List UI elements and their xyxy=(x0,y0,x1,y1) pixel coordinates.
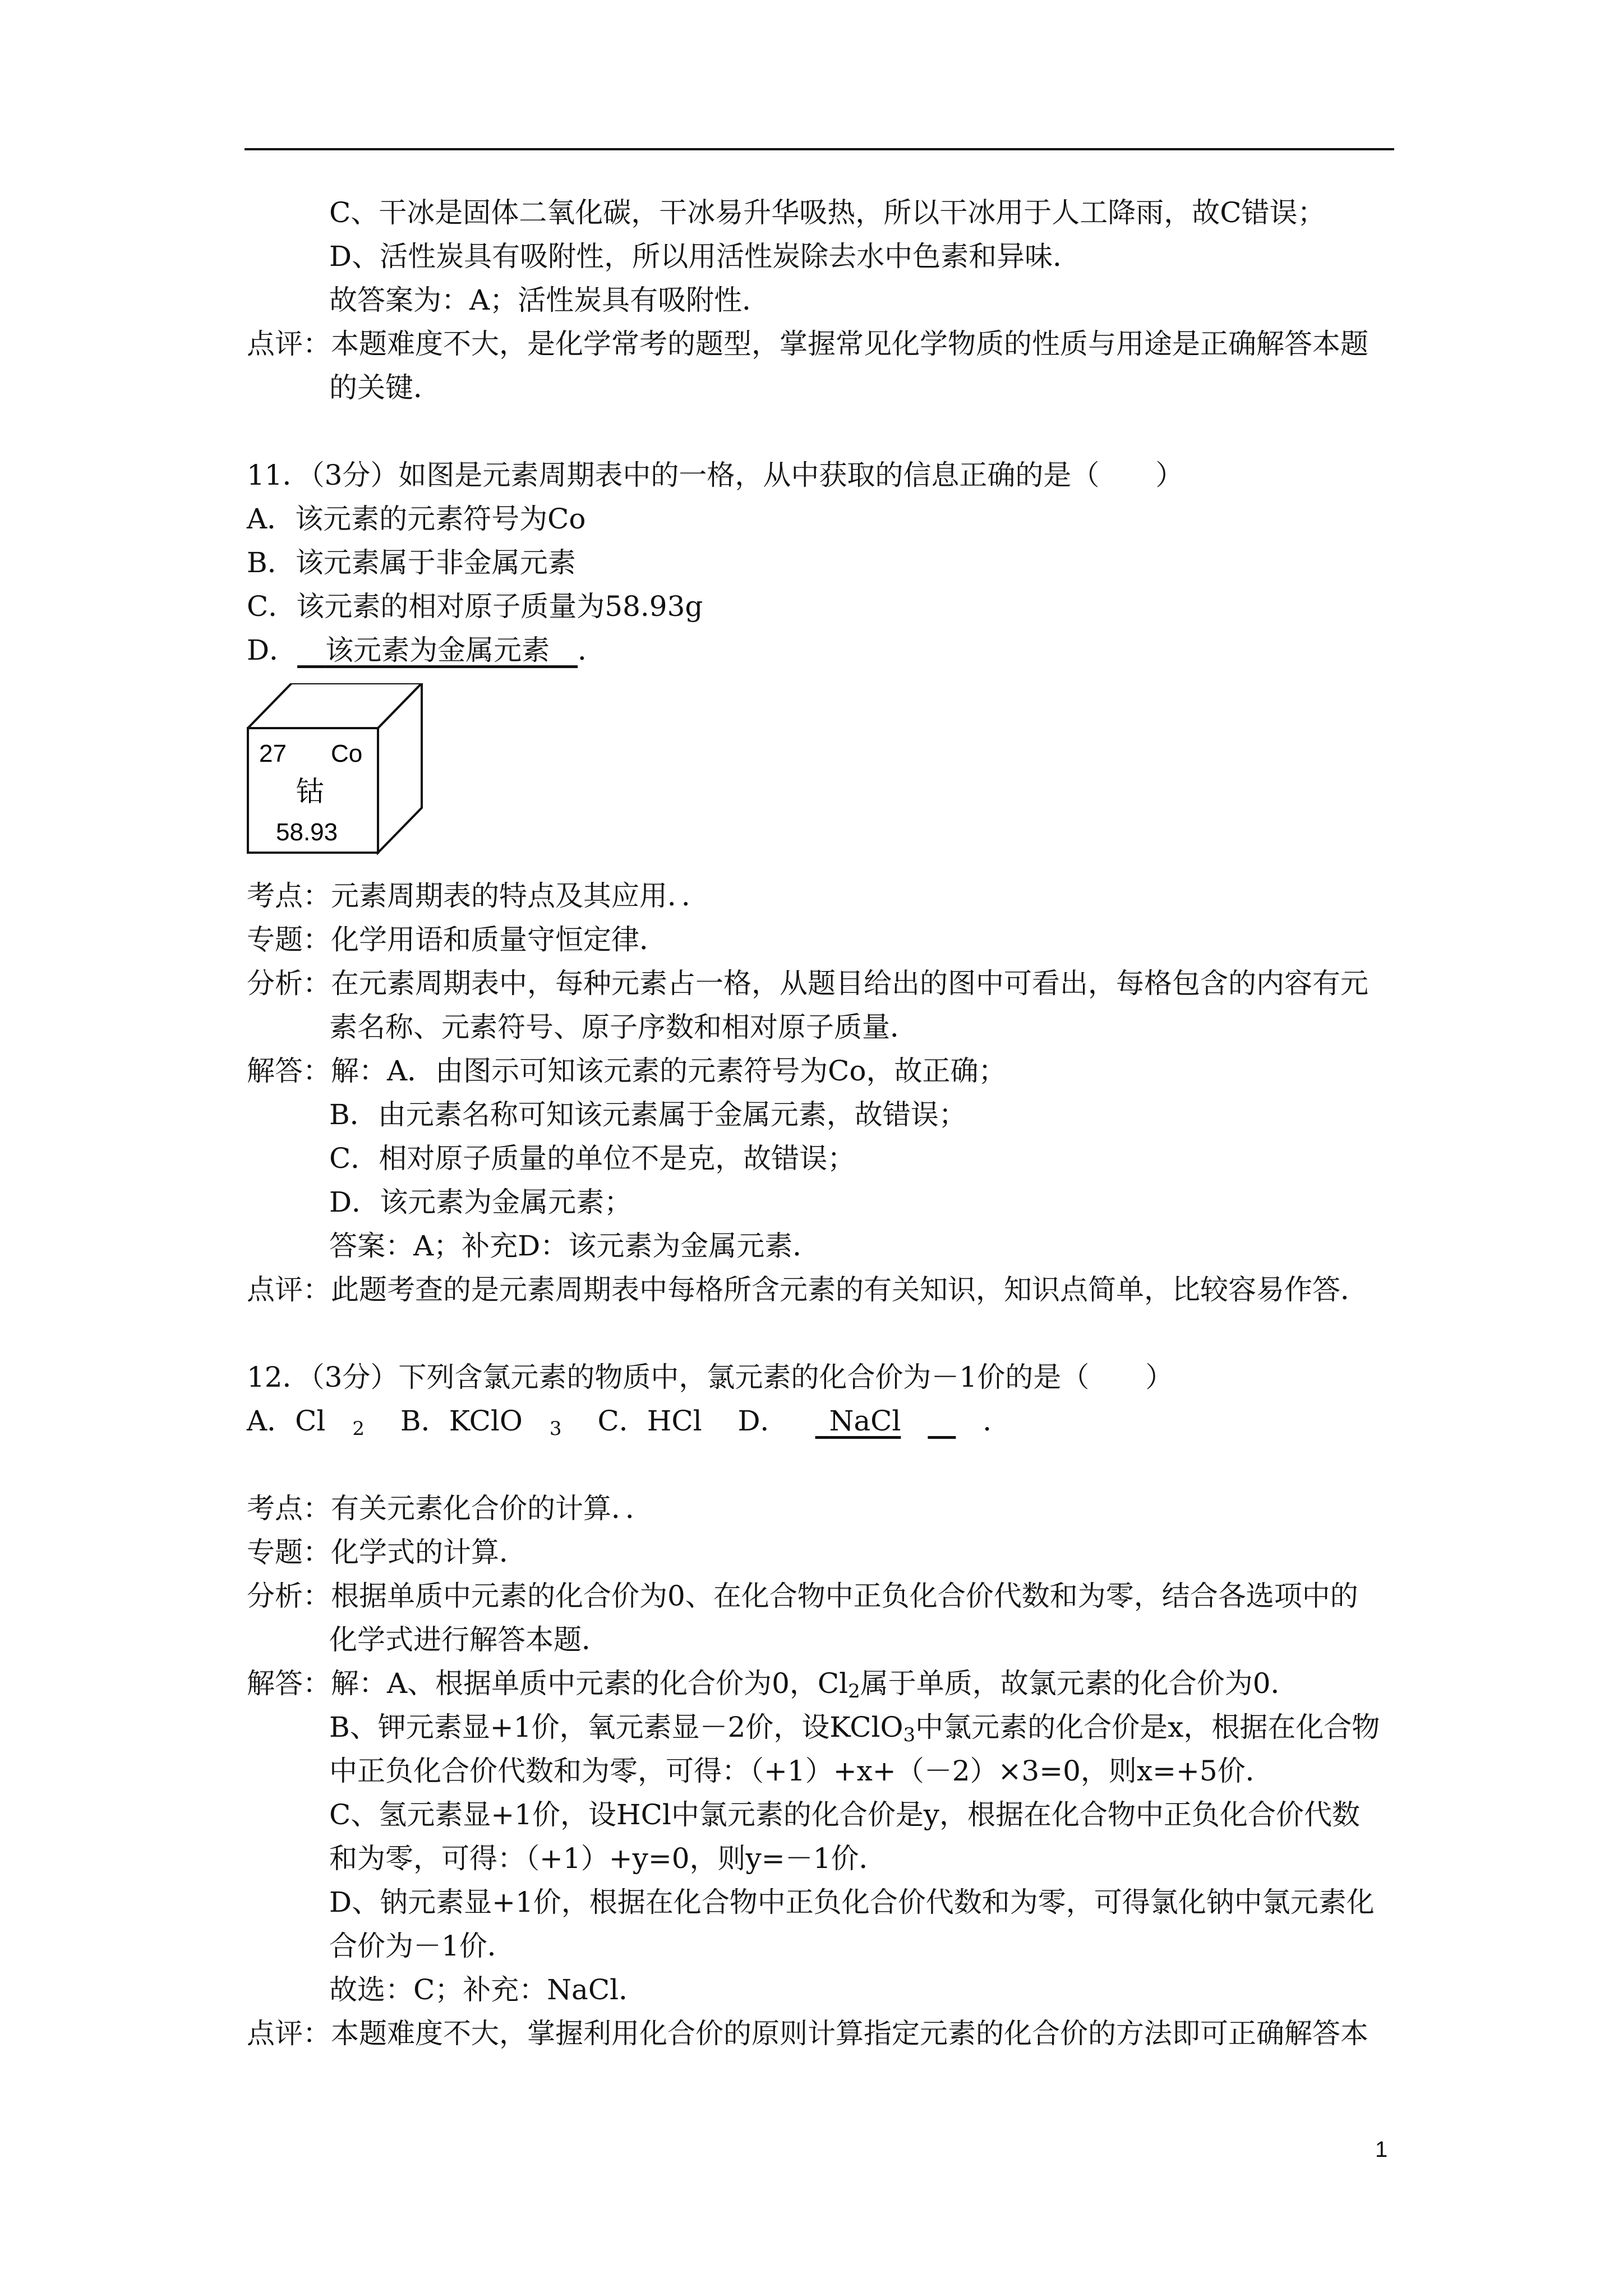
q11-fenxi: 分析：在元素周期表中，每种元素占一格，从题目给出的图中可看出，每格包含的内容有元 xyxy=(247,967,1368,1000)
q11-jieda: 解答：解：A．由图示可知该元素的元素符号为Co，故正确； xyxy=(247,1055,1007,1087)
q11-option-b: B．该元素属于非金属元素 xyxy=(247,546,576,579)
prev-comment: 点评：本题难度不大，是化学常考的题型，掌握常见化学物质的性质与用途是正确解答本题 xyxy=(247,328,1368,360)
q12-jieda-b-cont: 中正负化合价代数和为零，可得：（+1）+x+（－2）×3=0，则x=+5价． xyxy=(329,1755,1274,1787)
prev-option-c: C、干冰是固体二氧化碳，干冰易升华吸热，所以干冰用于人工降雨，故C错误； xyxy=(329,196,1326,229)
document-body xyxy=(247,191,1402,2055)
q11-dianping: 点评：此题考查的是元素周期表中每格所含元素的有关知识，知识点简单，比较容易作答． xyxy=(247,1273,1368,1306)
atomic-number: 27 xyxy=(259,740,287,767)
atomic-mass: 58.93 xyxy=(276,818,338,846)
q12-option-c: C．HCl xyxy=(597,1405,702,1437)
q11-jieda-d: D．该元素为金属元素； xyxy=(329,1186,633,1218)
q12-jieda-answer: 故选：C；补充：NaCl． xyxy=(329,1973,647,2006)
q12-fenxi: 分析：根据单质中元素的化合价为0、在化合物中正负化合价代数和为零，结合各选项中的 xyxy=(247,1580,1358,1612)
q12-jieda-c-cont: 和为零，可得：（+1）+y=0，则y=－1价． xyxy=(329,1842,887,1875)
element-cell-figure xyxy=(247,672,1402,874)
q12-jieda-d-cont: 合价为－1价． xyxy=(329,1930,515,1962)
header-rule xyxy=(245,148,1394,150)
q11-zhuanti: 专题：化学用语和质量守恒定律． xyxy=(247,923,667,956)
q11-blank-answer: 该元素为金属元素 xyxy=(325,634,550,666)
q11-option-d: D． 该元素为金属元素 ． xyxy=(247,634,606,666)
q12-option-a: A．Cl $_2$ xyxy=(247,1405,365,1440)
q11-kaodian: 考点：元素周期表的特点及其应用．． xyxy=(247,880,709,912)
q12-zhuanti: 专题：化学式的计算． xyxy=(247,1536,527,1568)
page-number: 1 xyxy=(1375,2137,1388,2162)
q11-stem: 11．（3分）如图是元素周期表中的一格，从中获取的信息正确的是（ ） xyxy=(247,459,1184,491)
q12-options xyxy=(247,1399,1402,1443)
q12-jieda-a: 解答：解：A、根据单质中元素的化合价为0，$Cl_2$属于单质，故氯元素的化合价为0． xyxy=(247,1667,1299,1703)
element-symbol: Co xyxy=(331,740,363,767)
q11-option-c: C．该元素的相对原子质量为58.93g xyxy=(247,590,703,623)
q11-jieda-c: C．相对原子质量的单位不是克，故错误； xyxy=(329,1142,856,1175)
q11-jieda-b: B．由元素名称可知该元素属于金属元素，故错误； xyxy=(329,1098,967,1131)
q12-jieda-c: C、氢元素显+1价，设HCl中氯元素的化合价是y，根据在化合物中正负化合价代数 xyxy=(329,1798,1361,1831)
q11-option-a: A．该元素的元素符号为Co xyxy=(247,503,586,535)
element-name: 钴 xyxy=(296,775,324,808)
q12-dianping: 点评：本题难度不大，掌握利用化合价的原则计算指定元素的化合价的方法即可正确解答本 xyxy=(247,2017,1368,2050)
cobalt-cube-diagram xyxy=(247,683,437,863)
q12-jieda-d: D、钠元素显+1价，根据在化合物中正负化合价代数和为零，可得氯化钠中氯元素化 xyxy=(329,1886,1375,1918)
q11-fenxi-cont: 素名称、元素符号、原子序数和相对原子质量． xyxy=(329,1011,918,1043)
q12-option-d: D． NaCl ． xyxy=(737,1405,1011,1437)
prev-comment-cont: 的关键． xyxy=(329,371,441,404)
q12-jieda-b: B、钾元素显+1价，氧元素显－2价，设KClO$_3$中氯元素的化合价是x，根据在化合物 xyxy=(329,1711,1380,1746)
prev-option-d: D、活性炭具有吸附性，所以用活性炭除去水中色素和异味． xyxy=(329,240,1081,273)
q12-stem: 12．（3分）下列含氯元素的物质中，氯元素的化合价为－1价的是（ ） xyxy=(247,1361,1174,1393)
q12-blank-answer: NaCl xyxy=(829,1405,901,1437)
q12-kaodian: 考点：有关元素化合价的计算．． xyxy=(247,1492,653,1525)
q12-option-b: B．KClO $_3$ xyxy=(400,1405,562,1440)
q11-jieda-answer: 答案：A；补充D：该元素为金属元素． xyxy=(329,1230,821,1262)
prev-answer: 故答案为：A；活性炭具有吸附性． xyxy=(329,284,771,316)
q12-fenxi-cont: 化学式进行解答本题． xyxy=(329,1623,610,1656)
